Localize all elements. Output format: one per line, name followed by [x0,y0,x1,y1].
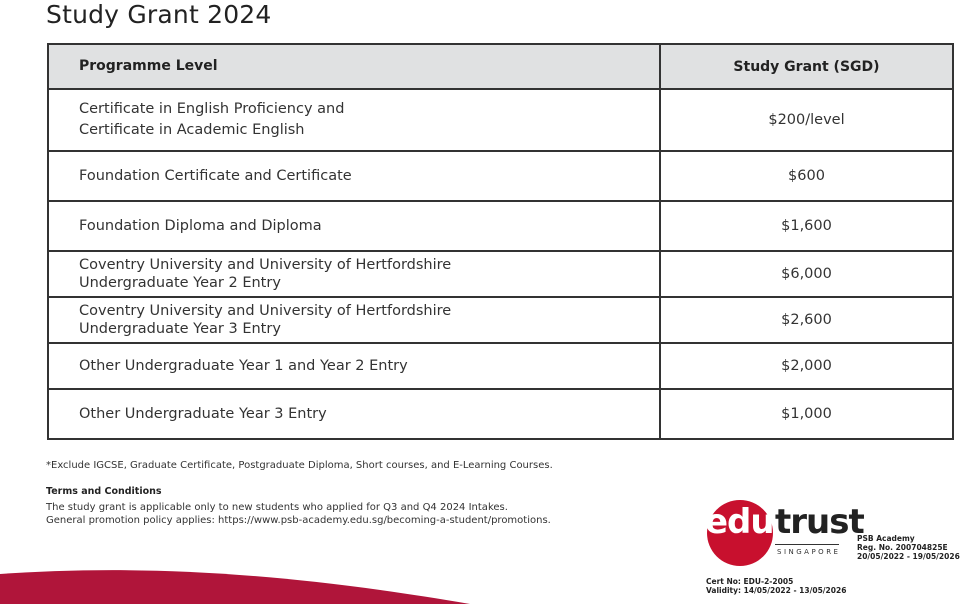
programme-line: Certificate in English Proficiency and [79,101,345,117]
table-header-row [49,45,952,88]
programme-line: Coventry University and University of Hertfordshire [79,303,452,319]
programme-line: Other Undergraduate Year 1 and Year 2 Entry [79,358,408,374]
logo-subtitle: SINGAPORE [777,548,841,556]
programme-line: Undergraduate Year 3 Entry [79,321,281,337]
programme-cell [49,390,661,438]
grant-cell: $600 [788,168,825,184]
study-grant-table [47,43,954,440]
certificate-number: Cert No: EDU-2-2005 [706,577,794,586]
programme-cell [49,202,661,250]
header-study-grant: Study Grant (SGD) [733,58,880,75]
grant-cell: $1,000 [781,406,832,422]
table-row [49,200,952,250]
registration-number: Reg. No. 200704825E [857,543,948,552]
programme-cell [49,298,661,342]
programme-cell [49,152,661,200]
programme-cell [49,344,661,388]
programme-line: Foundation Certificate and Certificate [79,167,352,184]
terms-line: The study grant is applicable only to new students who applied for Q3 and Q4 2024 Intakes. [46,502,508,513]
programme-line: Undergraduate Year 2 Entry [79,275,281,291]
programme-line: Coventry University and University of Hertfordshire [79,257,452,273]
programme-line: Certificate in Academic English [79,122,305,138]
grant-cell: $200/level [768,112,845,128]
edutrust-logo [705,500,864,575]
page-title: Study Grant 2024 [46,0,272,29]
table-row [49,342,952,388]
terms-title: Terms and Conditions [46,486,162,497]
registration-period: 20/05/2022 - 19/05/2026 [857,552,960,561]
logo-divider [775,544,839,545]
logo-trust-text: trust [775,502,864,542]
table-row [49,150,952,200]
programme-cell [49,252,661,296]
table-row [49,388,952,438]
header-programme-level: Programme Level [49,45,661,88]
certificate-info [706,577,846,595]
logo-edu-text: edu [705,502,774,542]
table-row [49,250,952,296]
table-row [49,296,952,342]
institution-name: PSB Academy [857,534,915,543]
grant-cell: $2,000 [781,358,832,374]
edutrust-registration-info [857,534,960,561]
terms-line: General promotion policy applies: https://www.psb-academy.edu.sg/becoming-a-student/promotions. [46,515,551,526]
grant-cell: $2,600 [781,312,832,328]
programme-line: Foundation Diploma and Diploma [79,217,322,234]
programme-cell [49,90,661,150]
footnote: *Exclude IGCSE, Graduate Certificate, Postgraduate Diploma, Short courses, and E-Learning Courses. [46,460,553,471]
grant-cell: $1,600 [781,218,832,234]
programme-line: Other Undergraduate Year 3 Entry [79,405,327,422]
grant-cell: $6,000 [781,266,832,282]
table-row [49,88,952,150]
certificate-validity: Validity: 14/05/2022 - 13/05/2026 [706,586,847,595]
